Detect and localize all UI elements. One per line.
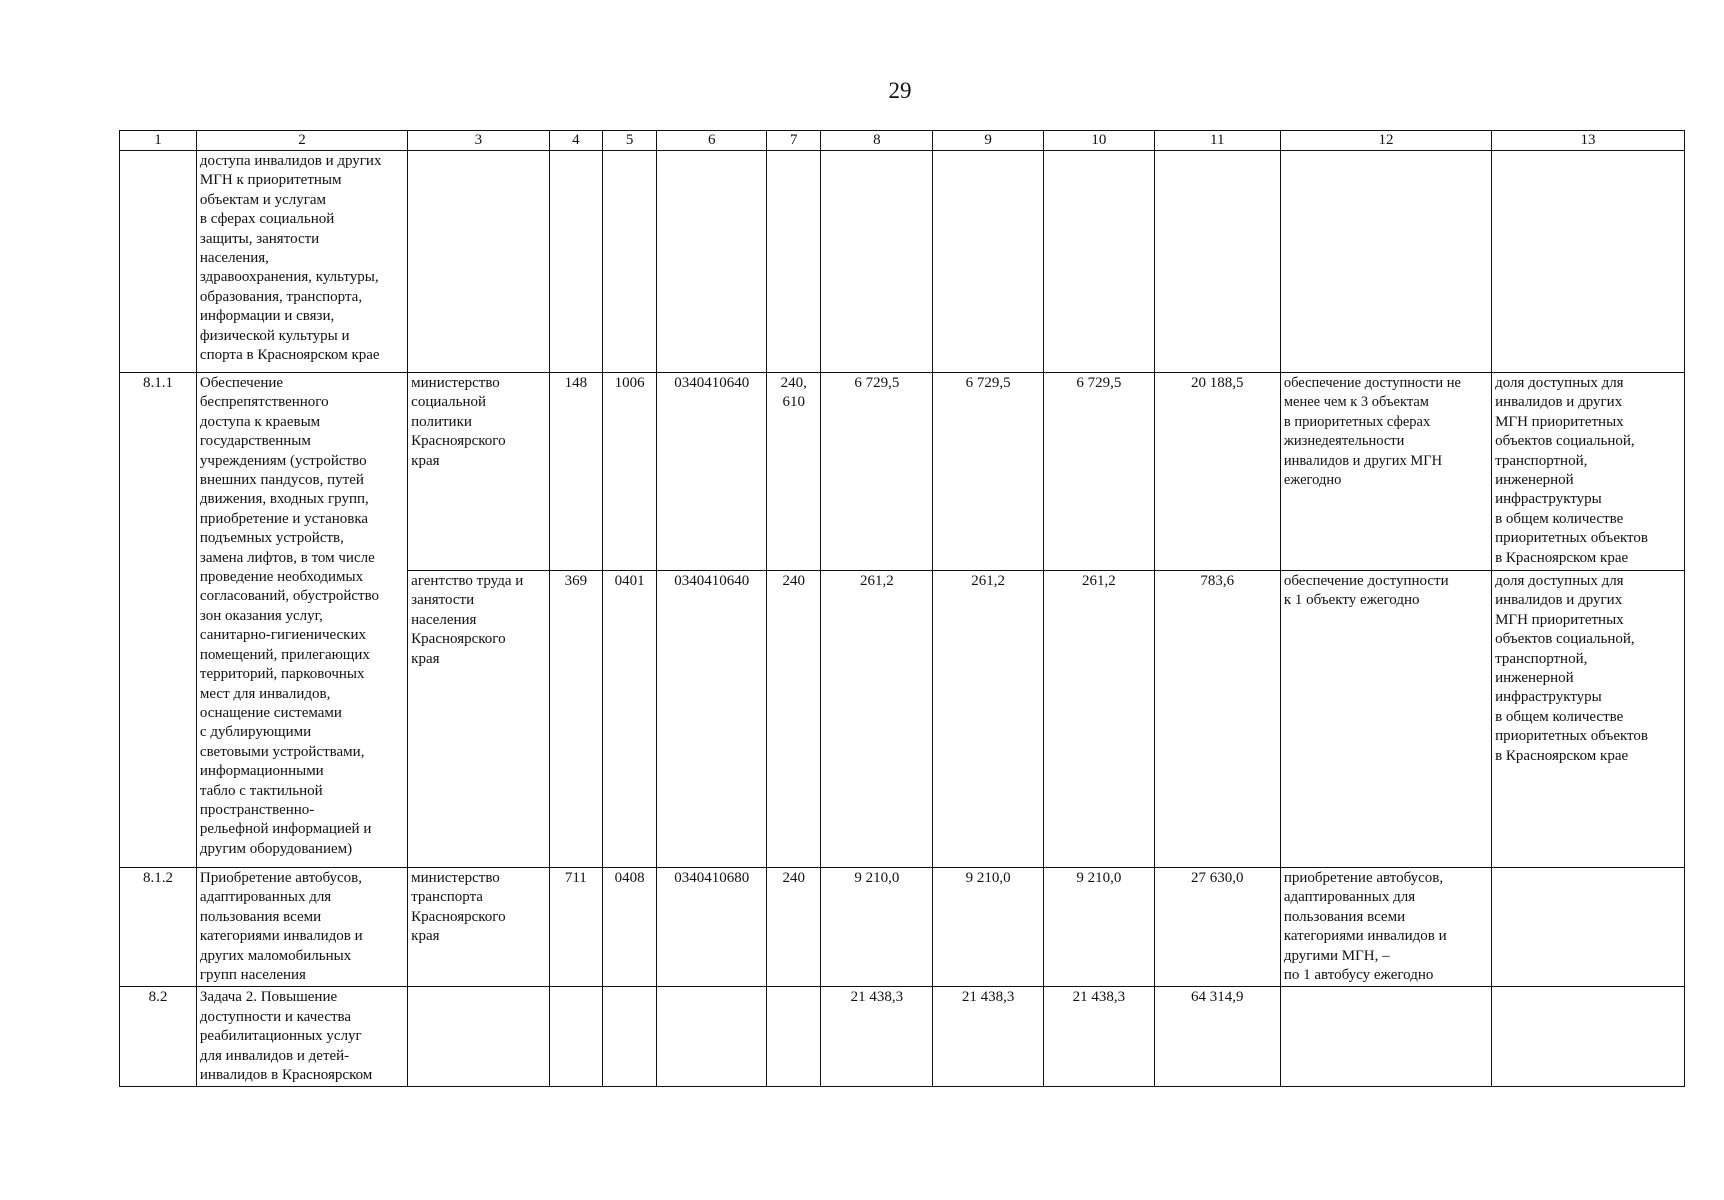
column-header: 6 [657,131,767,151]
column-header: 10 [1043,131,1154,151]
empty-cell [408,151,550,373]
vr-cell: 240 [767,868,821,987]
csr-cell: 0340410680 [657,868,767,987]
rzpr-cell: 1006 [603,373,657,571]
indicator-cell: доля доступных для инвалидов и других МГН приоритетных объектов социальной, транспортной, инженерной инфраструктуры в общем количестве приоритетных объектов в Красноярском крае [1492,373,1685,571]
year1-amount-cell: 9 210,0 [821,868,933,987]
vr-cell: 240 [767,571,821,868]
year3-amount-cell: 21 438,3 [1043,987,1154,1087]
total-amount-cell: 20 188,5 [1154,373,1280,571]
csr-cell: 0340410640 [657,373,767,571]
column-header: 5 [603,131,657,151]
column-header: 7 [767,131,821,151]
year1-amount-cell: 261,2 [821,571,933,868]
rzpr-cell: 0401 [603,571,657,868]
empty-cell [549,987,602,1087]
empty-cell [1492,987,1685,1087]
total-amount-cell: 64 314,9 [1154,987,1280,1087]
column-header: 3 [408,131,550,151]
column-header: 13 [1492,131,1685,151]
table-row-8-2 [120,987,1685,1087]
description-cell: Обеспечение беспрепятственного доступа к краевым государственным учреждениям (устройство внешних пандусов, путей движения, входных групп, приобретение и установка подъемных устройств, замена лифтов, в том числе проведение необходимых согласований, обустройство зон оказания услуг, санитарно-гигиенических помещений, прилегающих территорий, парковочных мест для инвалидов, оснащение системами с дублирующими световыми устройствами, информационными табло с тактильной пространственно- рельефной информацией и другим оборудованием) [196,373,407,868]
year3-amount-cell: 261,2 [1043,571,1154,868]
expected-result-cell: приобретение автобусов, адаптированных для пользования всеми категориями инвалидов и другими МГН, – по 1 автобусу ежегодно [1280,868,1491,987]
row-number-cell: 8.1.1 [120,373,197,868]
empty-cell [657,151,767,373]
empty-cell [821,151,933,373]
row-number-cell [120,151,197,373]
column-number-row [120,131,1685,151]
column-header: 4 [549,131,602,151]
empty-cell [933,151,1044,373]
table-row-continuation [120,151,1685,373]
year2-amount-cell: 21 438,3 [933,987,1044,1087]
empty-cell [603,151,657,373]
indicator-cell: доля доступных для инвалидов и других МГН приоритетных объектов социальной, транспортной, инженерной инфраструктуры в общем количестве приоритетных объектов в Красноярском крае [1492,571,1685,868]
description-cell: доступа инвалидов и других МГН к приоритетным объектам и услугам в сферах социальной защиты, занятости населения, здравоохранения, культуры, образования, транспорта, информации и связи, физической культуры и спорта в Красноярском крае [196,151,407,373]
executor-cell: агентство труда и занятости населения Красноярского края [408,571,550,868]
empty-cell [1280,151,1491,373]
total-amount-cell: 783,6 [1154,571,1280,868]
column-header: 12 [1280,131,1491,151]
empty-cell [1043,151,1154,373]
column-header: 9 [933,131,1044,151]
grbs-cell: 148 [549,373,602,571]
column-header: 8 [821,131,933,151]
vr-cell: 240, 610 [767,373,821,571]
table-row-8-1-2 [120,868,1685,987]
executor-cell: министерство транспорта Красноярского края [408,868,550,987]
row-number-cell: 8.1.2 [120,868,197,987]
row-number-cell: 8.2 [120,987,197,1087]
year2-amount-cell: 9 210,0 [933,868,1044,987]
empty-cell [767,987,821,1087]
table-row-8-1-1-a [120,373,1685,571]
year3-amount-cell: 6 729,5 [1043,373,1154,571]
empty-cell [1154,151,1280,373]
indicator-cell [1492,868,1685,987]
page-number: 29 [888,78,912,103]
program-activities-table [119,130,1685,1087]
grbs-cell: 369 [549,571,602,868]
empty-cell [657,987,767,1087]
description-cell: Задача 2. Повышение доступности и качества реабилитационных услуг для инвалидов и детей- инвалидов в Красноярском [196,987,407,1087]
total-amount-cell: 27 630,0 [1154,868,1280,987]
executor-cell: министерство социальной политики Красноярского края [408,373,550,571]
empty-cell [549,151,602,373]
empty-cell [603,987,657,1087]
column-header: 1 [120,131,197,151]
column-header: 2 [196,131,407,151]
year2-amount-cell: 6 729,5 [933,373,1044,571]
rzpr-cell: 0408 [603,868,657,987]
column-header: 11 [1154,131,1280,151]
empty-cell [767,151,821,373]
csr-cell: 0340410640 [657,571,767,868]
empty-cell [1492,151,1685,373]
year1-amount-cell: 21 438,3 [821,987,933,1087]
empty-cell [408,987,550,1087]
description-cell: Приобретение автобусов, адаптированных для пользования всеми категориями инвалидов и других маломобильных групп населения [196,868,407,987]
grbs-cell: 711 [549,868,602,987]
year1-amount-cell: 6 729,5 [821,373,933,571]
expected-result-cell: обеспечение доступности не менее чем к 3 объектам в приоритетных сферах жизнедеятельности инвалидов и других МГН ежегодно [1280,373,1491,571]
year2-amount-cell: 261,2 [933,571,1044,868]
year3-amount-cell: 9 210,0 [1043,868,1154,987]
empty-cell [1280,987,1491,1087]
expected-result-cell: обеспечение доступности к 1 объекту ежегодно [1280,571,1491,868]
